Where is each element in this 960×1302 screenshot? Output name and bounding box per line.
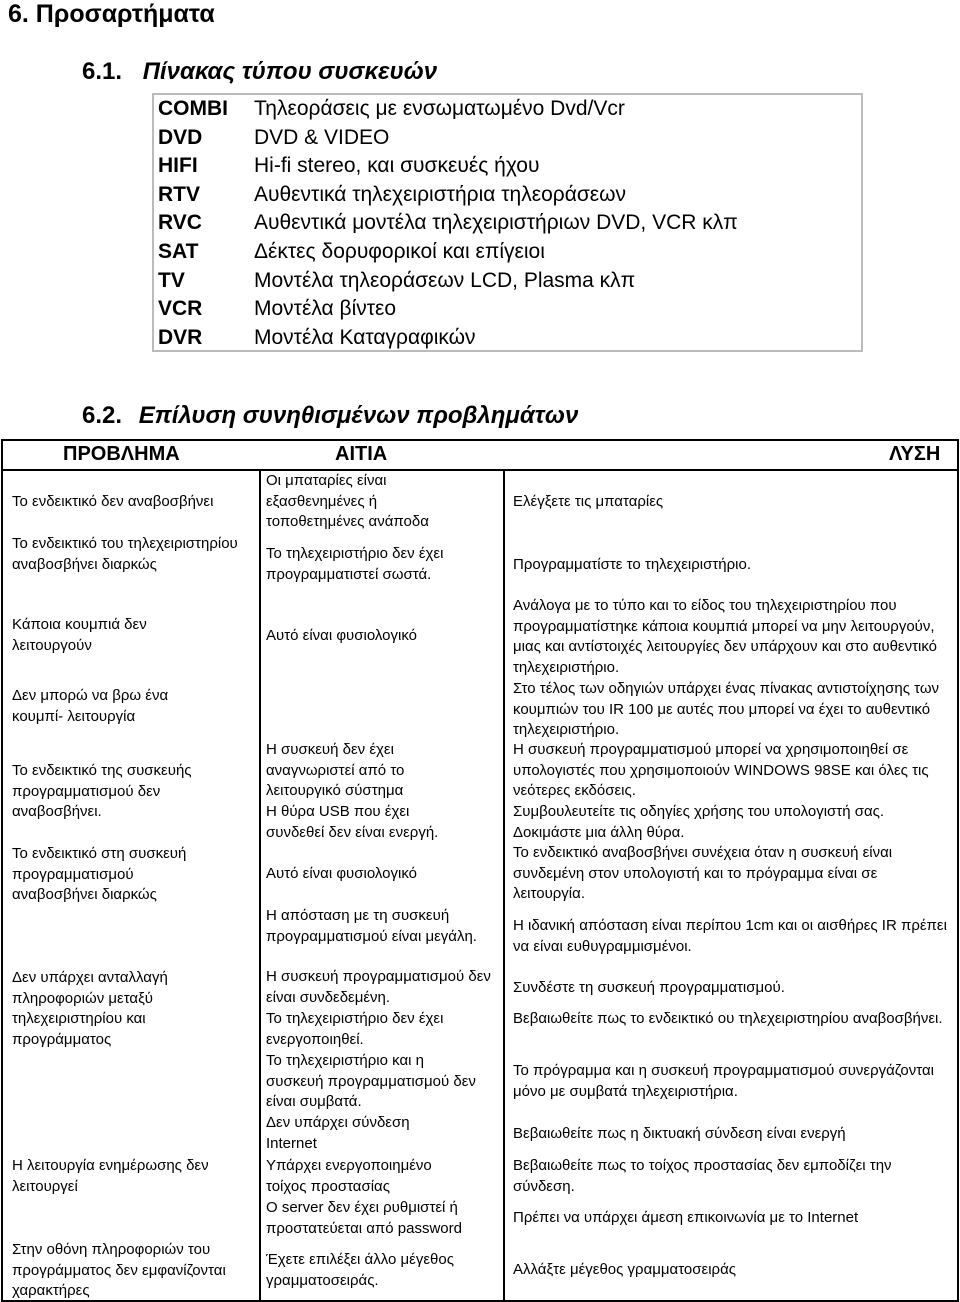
column-divider (259, 471, 261, 1300)
cause-cell: Η συσκευή προγραμματισμού δεν είναι συνδεδεμένη. (266, 968, 491, 1006)
problem-cell: Στην οθόνη πληροφοριών του προγράμματος δεν εμφανίζονται χαρακτήρες (12, 1241, 226, 1299)
solution-cell: Βεβαιωθείτε πως η δικτυακή σύνδεση είναι ενεργή (513, 1125, 846, 1142)
header-cause: ΑΙΤΙΑ (335, 443, 388, 465)
cause-cell: Αυτό είναι φυσιολογικό (266, 627, 418, 644)
device-description: Τηλεοράσεις με ενσωματωμένο Dvd/Vcr (254, 97, 625, 120)
device-type-table (152, 93, 863, 352)
device-code: DVD (158, 125, 203, 149)
device-code: VCR (158, 297, 203, 321)
device-code: SAT (158, 240, 199, 263)
device-description: Δέκτες δορυφορικοί και επίγειοι (254, 240, 545, 263)
solution-cell: Στο τέλος των οδηγιών υπάρχει ένας πίνακας αντιστοίχησης των κουμπιών του IR 100 με αυτές που μπορεί να έχει το αυθεντικό τηλεχειριστήριο. (513, 680, 940, 738)
device-code: DVR (158, 325, 203, 349)
problem-cell: Κάποια κουμπιά δεν λειτουργούν (12, 616, 147, 654)
solution-cell: Ελέγξετε τις μπαταρίες (513, 493, 664, 510)
cause-cell: Δεν υπάρχει σύνδεση Internet (266, 1114, 410, 1152)
cause-cell: Αυτό είναι φυσιολογικό (266, 865, 418, 882)
device-code: TV (158, 268, 185, 292)
problem-cell: Το ενδεικτικό της συσκευής προγραμματισμού δεν αναβοσβήνει. (12, 762, 192, 820)
device-description: Μοντέλα τηλεοράσεων LCD, Plasma κλπ (254, 268, 636, 292)
column-divider (503, 471, 505, 1300)
device-description: Μοντέλα βίντεο (254, 297, 397, 321)
troubleshooting-table (1, 439, 959, 1302)
device-code: RTV (158, 182, 200, 206)
cause-cell: Οι μπαταρίες είναι εξασθενημένες ή τοποθετημένες ανάποδα (266, 472, 429, 530)
device-code: RVC (158, 211, 202, 235)
header-problem: ΠΡΟΒΛΗΜΑ (63, 443, 180, 465)
section-title: Επίλυση συνηθισμένων προβλημάτων (138, 402, 579, 429)
solution-cell: Συμβουλευτείτε τις οδηγίες χρήσης του υπολογιστή σας. Δοκιμάστε μια άλλη θύρα. (513, 803, 885, 841)
cause-cell: Υπάρχει ενεργοποιημένο τοίχος προστασίας (266, 1157, 432, 1195)
cause-cell: Η θύρα USB που έχει συνδεθεί δεν είναι ενεργή. (266, 803, 439, 841)
problem-cell: Δεν μπορώ να βρω ένα κουμπί- λειτουργία (12, 687, 169, 725)
problem-cell: Το ενδεικτικό στη συσκευή προγραμματισμού αναβοσβήνει διαρκώς (12, 845, 187, 903)
solution-cell: Η συσκευή προγραμματισμού μπορεί να χρησιμοποιηθεί σε υπολογιστές που χρησιμοποιούν WINDOWS 98SE και όλες τις νεότερες εκδόσεις. (513, 741, 929, 799)
section-title: Πίνακας τύπου συσκευών (142, 58, 438, 85)
solution-cell: Ανάλογα με το τύπο και το είδος του τηλεχειριστηρίου που προγραμματίστηκε κάποια κουμπιά μπορεί να μην λειτουργούν, μιας και αντίστοιχές λειτουργίες δεν υπάρχουν και στο αυθεντικό τηλεχειριστήριο. (513, 597, 938, 676)
section-6-2-heading (82, 402, 578, 430)
solution-cell: Η ιδανική απόσταση είναι περίπου 1cm και οι αισθήρες IR πρέπει να είναι ευθυγραμμισμένοι. (513, 917, 947, 955)
device-description: DVD & VIDEO (254, 125, 390, 149)
page-heading: 6. Προσαρτήματα (8, 0, 215, 28)
cause-cell: O server δεν έχει ρυθμιστεί ή προστατεύεται από password (266, 1199, 462, 1237)
device-code: COMBI (158, 97, 228, 120)
problem-cell: Δεν υπάρχει ανταλλαγή πληροφοριών μεταξύ τηλεχειριστηρίου και προγράμματος (12, 969, 168, 1048)
solution-cell: Προγραμματίστε το τηλεχειριστήριο. (513, 556, 752, 573)
problem-cell: Το ενδεικτικό του τηλεχειριστηρίου αναβοσβήνει διαρκώς (12, 535, 238, 573)
device-code: HIFI (158, 154, 198, 178)
cause-cell: Το τηλεχειριστήριο δεν έχει προγραμματιστεί σωστά. (266, 545, 444, 583)
section-number: 6.1. (82, 58, 123, 85)
section-6-1-heading (82, 58, 437, 86)
solution-cell: Συνδέστε τη συσκευή προγραμματισμού. (513, 979, 785, 996)
cause-cell: Έχετε επιλέξει άλλο μέγεθος γραμματοσειράς. (266, 1251, 454, 1289)
device-description: Αυθεντικά μοντέλα τηλεχειριστήριων DVD, VCR κλπ (254, 211, 738, 235)
device-description: Hi-fi stereo, και συσκευές ήχου (254, 154, 540, 178)
cause-cell: Η συσκευή δεν έχει αναγνωριστεί από το λειτουργικό σύστημα (266, 741, 405, 799)
solution-cell: Βεβαιωθείτε πως το ενδεικτικό ου τηλεχειριστηρίου αναβοσβήνει. (513, 1010, 943, 1027)
section-number: 6.2. (82, 402, 123, 429)
cause-cell: Το τηλεχειριστήριο και η συσκευή προγραμματισμού δεν είναι συμβατά. (266, 1052, 476, 1110)
solution-cell: Βεβαιωθείτε πως το τοίχος προστασίας δεν εμποδίζει την σύνδεση. (513, 1157, 892, 1195)
header-solution: ΛΥΣΗ (889, 443, 941, 465)
cause-cell: Το τηλεχειριστήριο δεν έχει ενεργοποιηθεί. (266, 1010, 444, 1048)
solution-cell: Το πρόγραμμα και η συσκευή προγραμματισμού συνεργάζονται μόνο με συμβατά τηλεχειριστήρια. (513, 1062, 934, 1100)
device-description: Μοντέλα Καταγραφικών (254, 325, 476, 349)
cause-cell: Η απόσταση με τη συσκευή προγραμματισμού είναι μεγάλη. (266, 907, 477, 945)
device-description: Αυθεντικά τηλεχειριστήρια τηλεοράσεων (254, 182, 627, 206)
problem-cell: Η λειτουργία ενημέρωσης δεν λειτουργεί (12, 1157, 209, 1195)
problem-cell: Το ενδεικτικό δεν αναβοσβήνει (12, 493, 214, 510)
solution-cell: Πρέπει να υπάρχει άμεση επικοινωνία με το Internet (513, 1209, 859, 1226)
solution-cell: Το ενδεικτικό αναβοσβήνει συνέχεια όταν η συσκευή είναι συνδεμένη στον υπολογιστή και το πρόγραμμα είναι σε λειτουργία. (513, 844, 893, 902)
header-divider (3, 469, 957, 471)
solution-cell: Αλλάξτε μέγεθος γραμματοσειράς (513, 1261, 736, 1278)
